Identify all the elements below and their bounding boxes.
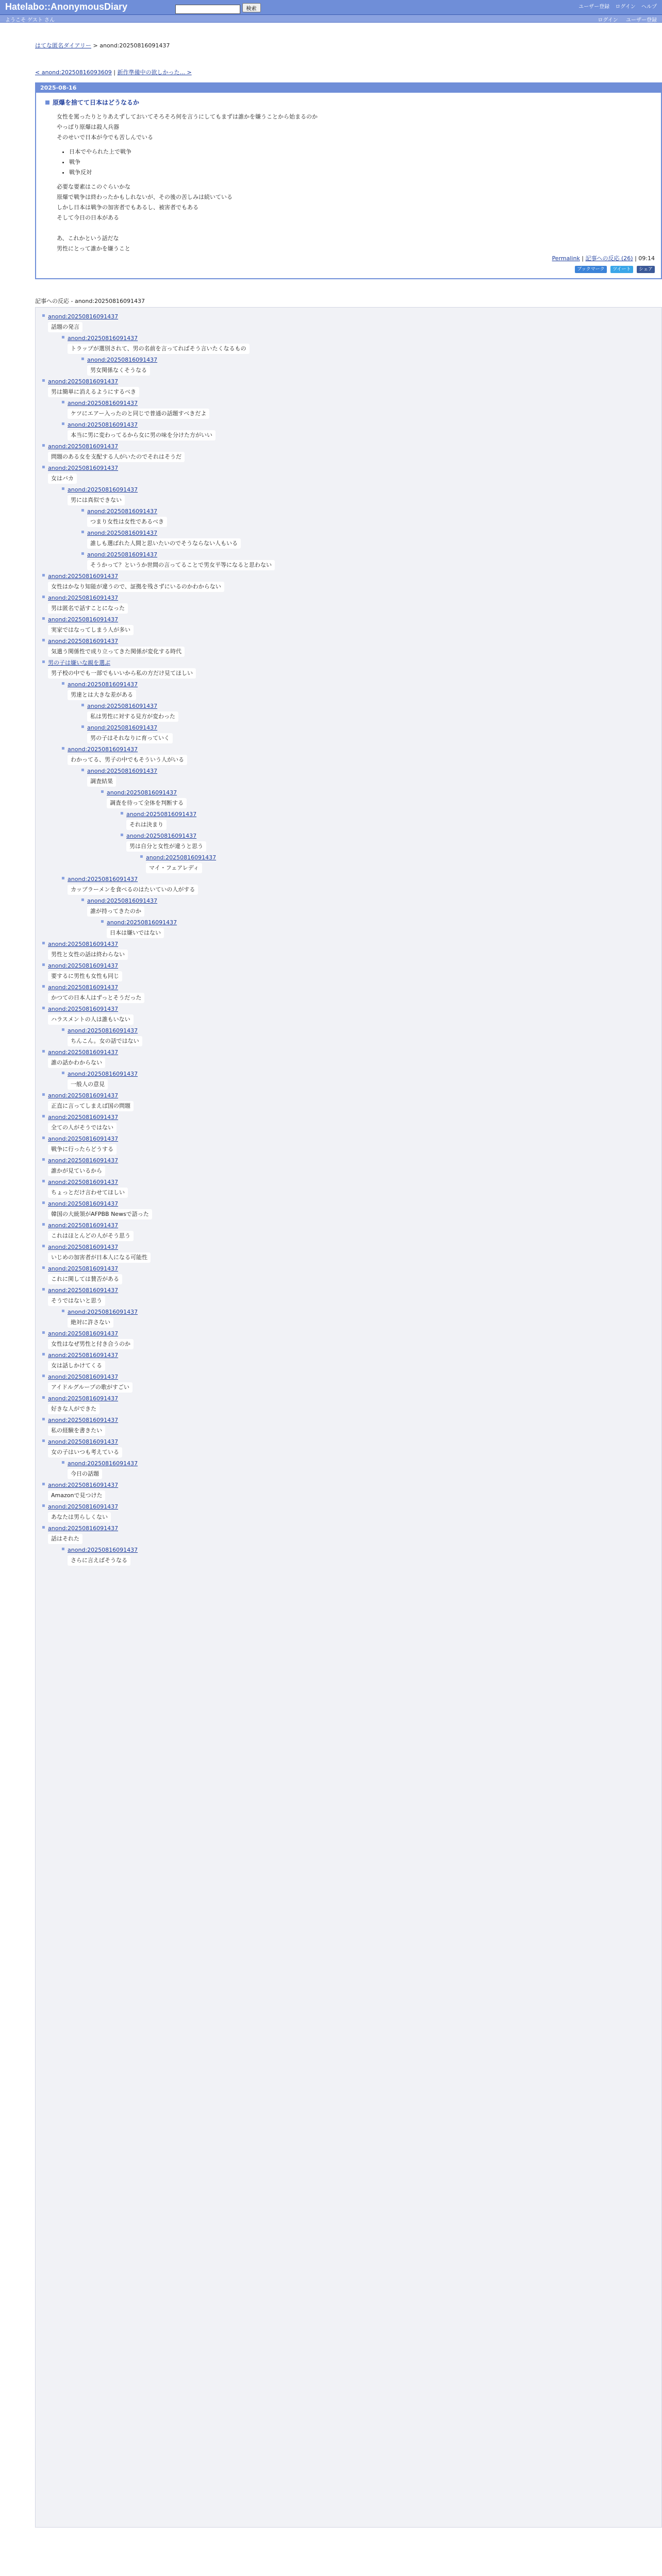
comment-item (41, 1416, 656, 1436)
comment-subtree (68, 767, 656, 873)
comment-link[interactable]: ▪ anond:20250816091437 (48, 1049, 119, 1056)
comment-subtree (126, 854, 656, 873)
comment-link[interactable]: ▪ anond:20250816091437 (48, 1352, 119, 1359)
comment-body: 全ての人がそうではない (48, 1123, 117, 1133)
comment-subtree (48, 1027, 656, 1046)
comment-body: ハラスメントの人は誰もいない (48, 1014, 134, 1025)
comment-subtree (68, 702, 656, 743)
article-paragraph: そのせいで日本が今でも苦しんでいる (57, 134, 153, 141)
comment-subtree (48, 1546, 656, 1566)
comment-item (60, 1070, 656, 1090)
comment-link[interactable]: ▪ anond:20250816091437 (48, 941, 119, 947)
comment-link[interactable]: ▪ anond:20250816091437 (126, 833, 197, 839)
article-paragraph: 原爆で戦争は終わったかもしれないが、その後の苦しみは続いている (57, 194, 233, 200)
comment-link[interactable]: ▪ anond:20250816091437 (48, 962, 119, 969)
comment-link[interactable]: ▪ anond:20250816091437 (68, 400, 138, 406)
comment-body: 今日の話題 (68, 1469, 102, 1479)
comment-link[interactable]: ▪ anond:20250816091437 (68, 681, 138, 688)
comment-item (119, 832, 656, 873)
comment-item (41, 1503, 656, 1522)
signup-link[interactable]: ユーザー登録 (578, 4, 610, 10)
breadcrumb-current: anond:20250816091437 (100, 42, 170, 49)
article-list-item: • 戦争 (69, 157, 661, 167)
site-logo[interactable]: Hatelabo::AnonymousDiary (5, 2, 128, 12)
comment-body: 調査を待って全体を判断する (107, 798, 187, 808)
comment-item (80, 897, 656, 938)
comment-body: アイドルグループの歌がすごい (48, 1382, 133, 1393)
share-buttons (36, 265, 661, 278)
comment-item (41, 1222, 656, 1241)
comment-link[interactable]: ▪ anond:20250816091437 (48, 616, 119, 623)
comment-link[interactable]: ▪ anond:20250816091437 (48, 1222, 119, 1229)
comment-item (139, 854, 656, 873)
comment-link[interactable]: ▪ anond:20250816091437 (48, 1330, 119, 1337)
comment-body: 男には真似できない (68, 495, 125, 505)
comment-item (60, 334, 656, 376)
comment-body: そうではないと思う (48, 1296, 105, 1306)
sub-login-link[interactable]: ログイン (598, 18, 618, 23)
comment-item (41, 962, 656, 981)
comment-link[interactable]: ▪ anond:20250816091437 (48, 1157, 119, 1164)
comment-item (41, 443, 656, 462)
article-body (36, 112, 661, 254)
comment-link[interactable]: ▪ anond:20250816091437 (87, 530, 158, 536)
bookmark-button[interactable]: ブックマーク (575, 266, 606, 273)
comment-body: 男の子はそれなりに育っていく (87, 733, 173, 743)
breadcrumb-sep: > (91, 42, 100, 49)
comment-body: 実家ではなってしまう人が多い (48, 625, 134, 635)
comment-body: マイ・フェアレディ (146, 863, 202, 873)
comment-link[interactable]: ▪ anond:20250816091437 (87, 703, 158, 709)
comment-link[interactable]: ▪ anond:20250816091437 (68, 746, 138, 753)
comment-item (80, 507, 656, 527)
comment-link[interactable]: ▪ anond:20250816091437 (87, 508, 158, 515)
comment-body: 男達とは大きな差がある (68, 690, 136, 700)
comment-subtree (107, 810, 656, 873)
comment-body: 誰かが見ているから (48, 1166, 105, 1176)
article-time: 09:14 (638, 255, 655, 262)
comment-item (41, 1524, 656, 1566)
comment-subtree (48, 1460, 656, 1479)
article-list-item: • 戦争反対 (69, 167, 661, 178)
comment-item (60, 421, 656, 440)
comment-link[interactable]: ▪ anond:20250816091437 (48, 1503, 119, 1510)
comment-item (41, 1351, 656, 1371)
comment-link[interactable]: ▪ anond:20250816091437 (107, 789, 177, 796)
comment-body: かつての日本人はずっとそうだった (48, 993, 144, 1003)
comment-link[interactable]: ▪ anond:20250816091437 (146, 854, 217, 861)
comment-body: Amazonで見つけた (48, 1490, 105, 1501)
comment-item (41, 594, 656, 614)
comment-item (41, 1286, 656, 1328)
facebook-share-button[interactable]: シェア (637, 266, 655, 273)
article-paragraph: やっぱり原爆は殺人兵器 (57, 124, 119, 130)
comment-link[interactable]: ▪ anond:20250816091437 (48, 1200, 119, 1207)
comment-link[interactable]: ▪ anond:20250816091437 (48, 1114, 119, 1121)
comment-body: 女はバカ (48, 473, 77, 484)
comment-body: 女性はなぜ男性と付き合うのか (48, 1339, 134, 1349)
comment-subtree (48, 1070, 656, 1090)
comment-item (41, 1481, 656, 1501)
comment-item (41, 1178, 656, 1198)
comment-item (41, 1243, 656, 1263)
comment-link[interactable]: ▪ anond:20250816091437 (68, 1460, 138, 1467)
comment-item (41, 1200, 656, 1219)
comment-link[interactable]: ▪ anond:20250816091437 (87, 724, 158, 731)
comment-link[interactable]: ▪ anond:20250816091437 (87, 357, 158, 363)
comment-body: あなたは男らしくない (48, 1512, 111, 1522)
comment-body: 話題の発言 (48, 322, 82, 332)
comment-body: 私は男性に対する見方が変わった (87, 711, 178, 722)
comment-body: 韓国の大統領がAFPBB Newsで語った (48, 1209, 152, 1219)
permalink-link[interactable]: Permalink (552, 255, 580, 262)
prev-next-nav (35, 68, 662, 76)
comment-body: いじめの加害者が日本人になる可能性 (48, 1252, 151, 1263)
comment-item (80, 767, 656, 873)
comment-link[interactable]: ▪ anond:20250816091437 (48, 1136, 119, 1142)
comment-body: 正直に言ってしまえば国の問題 (48, 1101, 134, 1111)
article-paragraph: 必要な要素はこのぐらいかな (57, 183, 130, 190)
nav-sep: | (111, 69, 118, 76)
comment-subtree (87, 789, 656, 873)
comment-subtree (48, 334, 656, 376)
comment-subtree (48, 399, 656, 440)
comment-body: 私の経験を書きたい (48, 1426, 105, 1436)
comment-item (60, 1308, 656, 1328)
comment-item (60, 486, 656, 570)
prev-entry-link[interactable]: < anond:20250816093609 (35, 69, 112, 76)
comment-body: ケツにエアー入ったのと同じで普通の話題すべきだよ (68, 409, 209, 419)
comment-item (60, 399, 656, 419)
comment-item (41, 1265, 656, 1284)
article-title-text: 原爆を捨てて日本はどうなるか (53, 99, 140, 106)
article-paragraph: 女性を罵ったりとりあえずしておいてそろそろ何を言うにしてもまずは誰かを嫌うことから始まるのか (57, 113, 318, 120)
comment-item (80, 529, 656, 549)
comment-link[interactable]: ▪ anond:20250816091437 (48, 984, 119, 991)
comment-link[interactable]: ▪ anond:20250816091437 (48, 638, 119, 645)
comment-body: 好きな人ができた (48, 1404, 100, 1414)
comment-link[interactable]: ▪ anond:20250816091437 (126, 811, 197, 818)
comment-body: それは決まり (126, 820, 167, 830)
comment-body: 誰の話かわからない (48, 1058, 105, 1068)
comment-body: 問題のある女を支配する人がいたのでそれはそうだ (48, 452, 185, 462)
article-paragraph: あ、これかという話だな (57, 235, 119, 242)
article-paragraph: しかし日本は戦争の加害者でもあるし、被害者でもある (57, 204, 198, 211)
comment-subtree (87, 919, 656, 938)
comment-body: 男は匿名で話すことになった (48, 603, 128, 614)
comment-body: 男子校の中でも一部でもいいから私の方だけ見てほしい (48, 668, 196, 679)
article-list (57, 147, 661, 178)
article (35, 82, 662, 279)
comment-body: そうかって？というか世間の言ってることで男女平等になると思わない (87, 560, 275, 570)
comment-item (41, 940, 656, 960)
comment-item (41, 1005, 656, 1046)
comment-body: 女性はかなり知能が違うので、証拠を残さずにいるのかわからない (48, 582, 224, 592)
comment-item (41, 1438, 656, 1479)
comment-body: 女は話しかけてくる (48, 1361, 105, 1371)
comment-item (41, 572, 656, 592)
comment-link[interactable]: ▪ anond:20250816091437 (48, 595, 119, 601)
comment-body: これはほとんどの人がそう思う (48, 1231, 134, 1241)
comment-item (60, 1546, 656, 1566)
comment-body: 男は簡単に消えるようにするべき (48, 387, 139, 397)
tweet-button[interactable]: ツイート (610, 266, 633, 273)
comment-body: 調査結果 (87, 776, 116, 787)
header (0, 0, 662, 15)
thread-label: 記事への反応 - anond:20250816091437 (35, 298, 145, 304)
breadcrumb (35, 41, 662, 49)
comment-body: ちょっとだけ言わせてほしい (48, 1188, 128, 1198)
comment-subtree (48, 681, 656, 938)
comment-item (80, 551, 656, 570)
article-title[interactable] (45, 98, 652, 107)
search-button[interactable]: 検索 (242, 3, 261, 12)
comment-body: 男は自分と女性が違うと思う (126, 841, 206, 852)
comment-item (119, 810, 656, 830)
comment-link[interactable]: ▪ anond:20250816091437 (68, 1071, 138, 1077)
comment-link[interactable]: ▪ anond:20250816091437 (48, 1482, 119, 1488)
article-list-item: • 日本でやられた上で戦争 (69, 147, 661, 157)
article-date: 2025-08-16 (36, 83, 661, 93)
comment-link[interactable]: ▪ anond:20250816091437 (48, 443, 119, 450)
comment-tree (36, 308, 661, 1571)
comment-item (60, 681, 656, 743)
sub-signup-link[interactable]: ユーザー登録 (626, 18, 657, 23)
comment-link[interactable]: ▪ anond:20250816091437 (87, 768, 158, 774)
comment-link[interactable]: ▪ anond:20250816091437 (48, 1417, 119, 1423)
comment-body: 男女関係なくそうなる (87, 365, 150, 376)
comment-item (41, 659, 656, 938)
comment-subtree (68, 356, 656, 376)
comment-item (41, 984, 656, 1003)
comment-link[interactable]: ▪ anond:20250816091437 (68, 1027, 138, 1034)
comment-body: ちんこん。女の話ではない (68, 1036, 142, 1046)
comment-link[interactable]: ▪ anond:20250816091437 (48, 1287, 119, 1294)
comment-item (80, 356, 656, 376)
comment-body: カップラーメンを食べるのはたいていの人がする (68, 885, 198, 895)
article-paragraph: 男性にとって誰かを嫌うこと (57, 245, 130, 252)
comment-subtree (48, 1308, 656, 1328)
comment-item (60, 875, 656, 938)
comment-link[interactable]: ▪ anond:20250816091437 (68, 876, 138, 883)
comment-link[interactable]: ▪ anond:20250816091437 (68, 421, 138, 428)
comment-item (60, 745, 656, 873)
comment-link[interactable]: ▪ anond:20250816091437 (48, 1525, 119, 1532)
comment-body: 絶対に許さない (68, 1317, 113, 1328)
comment-item (41, 464, 656, 570)
comment-body: 戦争に行ったらどうする (48, 1144, 117, 1155)
comment-item (80, 724, 656, 743)
breadcrumb-top[interactable]: はてな匿名ダイアリー (35, 42, 92, 49)
comment-subtree (48, 486, 656, 570)
search-input[interactable] (175, 5, 240, 14)
comment-body: 女の子はいつも考えている (48, 1447, 122, 1458)
comment-body: トラップが選別されて、男の名前を言ってればそう言いたくなるもの (68, 344, 250, 354)
help-link[interactable]: ヘルプ (641, 4, 657, 10)
comment-body: わかってる、男子の中でもそういう人がいる (68, 755, 187, 765)
comment-item (60, 1027, 656, 1046)
comment-item (41, 616, 656, 635)
comment-link[interactable]: ▪ anond:20250816091437 (48, 1179, 119, 1185)
comment-link[interactable]: ▪ anond:20250816091437 (48, 378, 119, 385)
sub-header (0, 15, 662, 23)
login-link[interactable]: ログイン (615, 4, 636, 10)
comment-link[interactable]: ▪ anond:20250816091437 (48, 313, 119, 320)
comment-item (80, 702, 656, 722)
comment-link[interactable]: ▪ anond:20250816091437 (87, 551, 158, 558)
comment-body: 本当に男に変わってるから女に男の味を分けた方がいい (68, 430, 216, 440)
comment-body: つまり女性は女性であるべき (87, 517, 167, 527)
next-entry-link[interactable]: 新作準備中の欲しかった... > (117, 69, 192, 76)
comment-item (60, 1460, 656, 1479)
comment-item (41, 1048, 656, 1090)
comment-body: これに関しては賛否がある (48, 1274, 122, 1284)
comment-link[interactable]: ▪ anond:20250816091437 (48, 1374, 119, 1380)
comment-link[interactable]: ▪ anond:20250816091437 (48, 1265, 119, 1272)
comment-link[interactable]: ▪ anond:20250816091437 (68, 335, 138, 342)
comment-item (41, 1135, 656, 1155)
comment-item (41, 637, 656, 657)
comment-link[interactable]: ▪ anond:20250816091437 (107, 919, 177, 926)
comment-link[interactable]: ▪ anond:20250816091437 (48, 465, 119, 471)
article-footer: Permalink | 記事への反応 (26) | 09:14 (552, 255, 655, 262)
comment-body: 誰が持ってきたのか (87, 906, 144, 917)
title-square-icon (45, 100, 49, 105)
comment-body: 話はそれた (48, 1534, 82, 1544)
comment-body: さらに言えばそうなる (68, 1555, 130, 1566)
comment-link[interactable]: ▪ anond:20250816091437 (48, 1438, 119, 1445)
comment-link[interactable]: ▪ anond:20250816091437 (48, 1092, 119, 1099)
comment-link[interactable]: ▪ anond:20250816091437 (48, 1395, 119, 1402)
comment-body: 一般人の意見 (68, 1079, 108, 1090)
comment-body: 気遣う関係性で成り立ってきた関係が変化する時代 (48, 647, 185, 657)
comment-thread (35, 307, 662, 2528)
comment-link[interactable]: ▪ anond:20250816091437 (87, 897, 158, 904)
comment-link[interactable]: ▪ anond:20250816091437 (48, 1006, 119, 1012)
comment-link[interactable]: ▪ anond:20250816091437 (68, 1309, 138, 1315)
comment-link[interactable]: ▪ anond:20250816091437 (48, 573, 119, 580)
comment-subtree (68, 897, 656, 938)
comment-item (41, 1330, 656, 1349)
sub-links (591, 15, 657, 23)
article-paragraph (57, 223, 661, 233)
comment-link[interactable]: ▪ anond:20250816091437 (68, 1547, 138, 1553)
comment-item (41, 378, 656, 440)
responses-link[interactable]: 記事への反応 (26) (585, 255, 633, 262)
comment-subtree (68, 507, 656, 570)
article-paragraph: そして今日の日本がある (57, 214, 119, 221)
comment-link[interactable]: ▪ 男の子は嫌いな親を選ぶ (48, 659, 110, 666)
comment-item (41, 1113, 656, 1133)
search-form (175, 3, 261, 14)
comment-body: 男性と女性の話は終わらない (48, 950, 128, 960)
comment-item (100, 789, 656, 873)
comment-body: 誰しも選ばれた人間と思いたいのでそうならない人もいる (87, 538, 241, 549)
welcome-text: ようこそ ゲスト さん (5, 18, 55, 23)
comment-link[interactable]: ▪ anond:20250816091437 (68, 486, 138, 493)
comment-item (41, 1157, 656, 1176)
comment-item (41, 1395, 656, 1414)
comment-item (41, 1373, 656, 1393)
comment-item (100, 919, 656, 938)
comment-item (41, 313, 656, 376)
top-links (574, 2, 657, 10)
comment-link[interactable]: ▪ anond:20250816091437 (48, 1244, 119, 1250)
comment-item (41, 1092, 656, 1111)
comment-body: 要するに男性も女性も同じ (48, 971, 122, 981)
comment-body: 日本は嫌いではない (107, 928, 164, 938)
